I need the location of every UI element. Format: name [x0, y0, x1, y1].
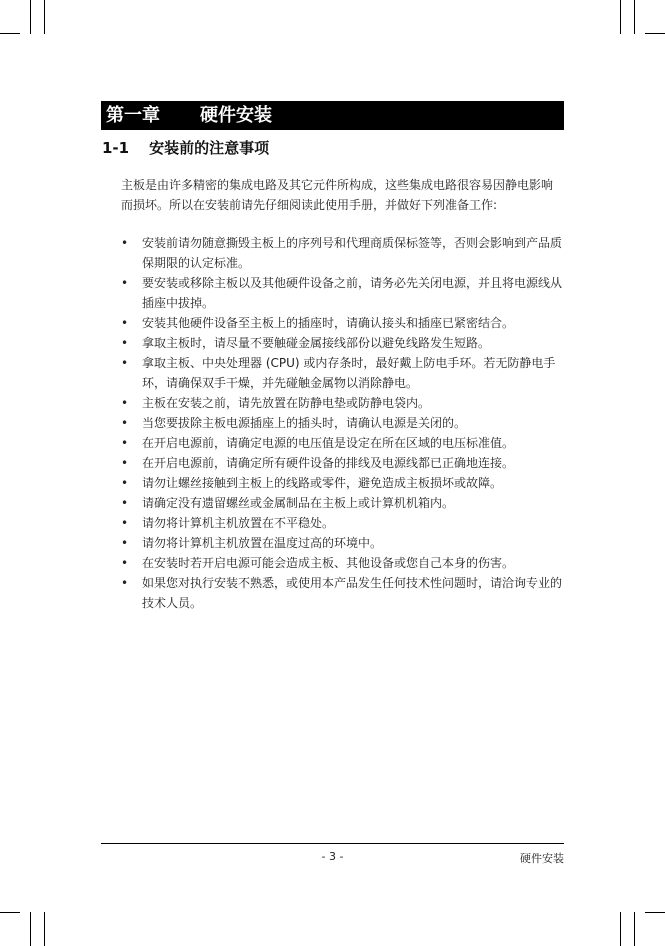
- list-item: [121, 573, 564, 613]
- crop-mark-tl-v2: [44, 0, 45, 34]
- crop-mark-bl-h: [0, 912, 20, 913]
- bullet-icon: •: [121, 496, 129, 510]
- bullet-icon: •: [121, 556, 129, 570]
- precautions-list: [121, 233, 564, 613]
- list-item-text: 请勿将计算机主机放置在不平稳处。: [142, 516, 335, 530]
- list-item: [121, 433, 564, 453]
- list-item-text: 当您要拔除主板电源插座上的插头时，请确认电源是关闭的。: [142, 416, 467, 430]
- bullet-icon: •: [121, 276, 129, 290]
- crop-mark-tr-v: [620, 0, 621, 34]
- list-item: [121, 473, 564, 493]
- list-item: [121, 393, 564, 413]
- bullet-icon: •: [121, 476, 129, 490]
- list-item-text: 请勿让螺丝接触到主板上的线路或零件，避免造成主板损坏或故障。: [142, 476, 503, 490]
- list-item: [121, 513, 564, 533]
- crop-mark-tr-v2: [634, 0, 635, 34]
- crop-mark-br-v: [620, 912, 621, 946]
- list-item-text: 拿取主板、中央处理器 (CPU) 或内存条时，最好戴上防电手环。若无防静电手环，请确保双手干燥，并先碰触金属物以消除静电。: [142, 356, 556, 390]
- list-item: [121, 353, 564, 393]
- bullet-icon: •: [121, 396, 129, 410]
- list-item-text: 在安装时若开启电源可能会造成主板、其他设备或您自己本身的伤害。: [142, 556, 515, 570]
- bullet-icon: •: [121, 576, 129, 590]
- list-item: [121, 493, 564, 513]
- list-item: [121, 313, 564, 333]
- page-number: - 3 -: [321, 850, 344, 863]
- list-item-text: 主板在安装之前，请先放置在防静电垫或防静电袋内。: [142, 396, 431, 410]
- list-item-text: 安装前请勿随意撕毁主板上的序列号和代理商质保标签等，否则会影响到产品质保期限的认定标准。: [142, 236, 563, 270]
- list-item-text: 安装其他硬件设备至主板上的插座时，请确认接头和插座已紧密结合。: [142, 316, 515, 330]
- bullet-icon: •: [121, 536, 129, 550]
- list-item-text: 如果您对执行安装不熟悉，或使用本产品发生任何技术性问题时，请洽询专业的技术人员。: [142, 576, 563, 610]
- crop-mark-br-h: [645, 912, 665, 913]
- crop-mark-tl-h: [0, 33, 20, 34]
- list-item: [121, 533, 564, 553]
- list-item: [121, 273, 564, 313]
- bullet-icon: •: [121, 516, 129, 530]
- bullet-icon: •: [121, 236, 129, 250]
- bullet-icon: •: [121, 436, 129, 450]
- list-item: [121, 453, 564, 473]
- list-item-text: 在开启电源前，请确定电源的电压值是设定在所在区域的电压标准值。: [142, 436, 515, 450]
- list-item: [121, 553, 564, 573]
- section-heading: [102, 137, 269, 158]
- intro-paragraph: 主板是由许多精密的集成电路及其它元件所构成，这些集成电路很容易因静电影响而损坏。所以在安装前请先仔细阅读此使用手册，并做好下列准备工作:: [121, 178, 554, 212]
- bullet-icon: •: [121, 336, 129, 350]
- list-item-text: 拿取主板时，请尽量不要触碰金属接线部份以避免线路发生短路。: [142, 336, 491, 350]
- list-item: [121, 413, 564, 433]
- list-item-text: 请确定没有遗留螺丝或金属制品在主板上或计算机机箱内。: [142, 496, 455, 510]
- chapter-number: 第一章: [106, 105, 160, 126]
- list-item: [121, 333, 564, 353]
- list-item-text: 要安装或移除主板以及其他硬件设备之前，请务必先关闭电源，并且将电源线从插座中拔掉。: [142, 276, 563, 310]
- list-item-text: 在开启电源前，请确定所有硬件设备的排线及电源线都已正确地连接。: [142, 456, 515, 470]
- crop-mark-bl-v: [30, 912, 31, 946]
- bullet-icon: •: [121, 416, 129, 430]
- bullet-icon: •: [121, 456, 129, 470]
- footer-divider: [101, 843, 564, 844]
- section-number: 1-1: [102, 139, 130, 157]
- crop-mark-br-v2: [634, 912, 635, 946]
- section-title: 安装前的注意事项: [149, 139, 270, 157]
- list-item-text: 请勿将计算机主机放置在温度过高的环境中。: [142, 536, 383, 550]
- crop-mark-tr-h: [645, 33, 665, 34]
- chapter-header: [101, 101, 564, 130]
- chapter-title: 硬件安装: [200, 105, 272, 126]
- crop-mark-tl-v: [30, 0, 31, 34]
- list-item: [121, 233, 564, 273]
- crop-mark-bl-v2: [44, 912, 45, 946]
- bullet-icon: •: [121, 316, 129, 330]
- bullet-icon: •: [121, 356, 129, 370]
- footer-chapter-title: 硬件安装: [520, 852, 564, 865]
